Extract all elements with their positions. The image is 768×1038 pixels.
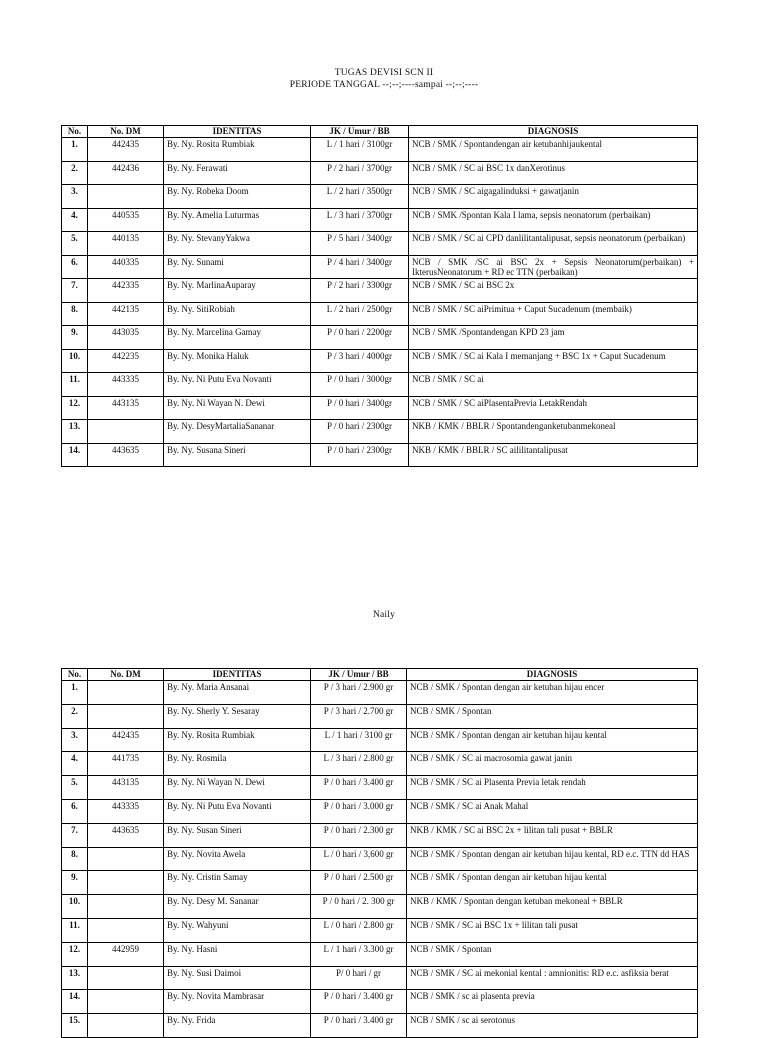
cell-no-dm: 442435 (88, 728, 164, 752)
cell-no: 13. (62, 420, 88, 444)
cell-identitas: By. Ny. Ni Putu Eva Novanti (164, 373, 311, 397)
cell-no-dm (88, 704, 164, 728)
cell-identitas: By. Ny. StevanyYakwa (164, 232, 311, 256)
cell-diagnosis: NCB / SMK / Spontan (407, 704, 698, 728)
cell-diagnosis: NKB / KMK / BBLR / SC aililitantalipusat (409, 443, 698, 467)
cell-no: 3. (62, 185, 88, 209)
cell-no-dm (88, 185, 164, 209)
cell-no: 12. (62, 396, 88, 420)
column-header-identitas: IDENTITAS (164, 126, 311, 138)
cell-identitas: By. Ny. Ni Wayan N. Dewi (164, 396, 311, 420)
cell-diagnosis: NCB / SMK / SC aiPrimitua + Caput Sucadenum (membaik) (409, 302, 698, 326)
cell-identitas: By. Ny. Cristin Samay (164, 871, 311, 895)
table-row (62, 681, 698, 705)
cell-diagnosis: NCB / SMK / SC ai CPD danlilitantalipusat, sepsis neonatorum (perbaikan) (409, 232, 698, 256)
cell-no: 10. (62, 895, 88, 919)
cell-identitas: By. Ny. Ni Wayan N. Dewi (164, 776, 311, 800)
cell-no: 1. (62, 138, 88, 162)
cell-no: 14. (62, 990, 88, 1014)
cell-no-dm: 443135 (88, 396, 164, 420)
cell-no: 9. (62, 871, 88, 895)
cell-jk-umur-bb: L / 2 hari / 2500gr (311, 302, 409, 326)
cell-jk-umur-bb: P / 3 hari / 2.900 gr (311, 681, 407, 705)
table-header-row (62, 126, 698, 138)
cell-no: 11. (62, 373, 88, 397)
cell-no: 13. (62, 966, 88, 990)
column-header-diagnosis: DIAGNOSIS (409, 126, 698, 138)
table-row (62, 302, 698, 326)
cell-no-dm: 442436 (88, 161, 164, 185)
cell-jk-umur-bb: L / 1 hari / 3100 gr (311, 728, 407, 752)
cell-no-dm: 443635 (88, 823, 164, 847)
cell-identitas: By. Ny. Frida (164, 1014, 311, 1038)
cell-identitas: By. Ny. MarlinaAuparay (164, 279, 311, 303)
cell-identitas: By. Ny. Robeka Doom (164, 185, 311, 209)
cell-jk-umur-bb: L / 3 hari / 3700gr (311, 208, 409, 232)
cell-identitas: By. Ny. Sunami (164, 255, 311, 279)
cell-no: 2. (62, 161, 88, 185)
cell-jk-umur-bb: L / 1 hari / 3.300 gr (311, 942, 407, 966)
section-label: Naily (372, 610, 396, 620)
cell-identitas: By. Ny. Amelia Luturmas (164, 208, 311, 232)
table-row (62, 895, 698, 919)
patient-table-1 (61, 125, 698, 467)
column-header-diagnosis: DIAGNOSIS (407, 669, 698, 681)
table-row (62, 728, 698, 752)
cell-diagnosis: NKB / KMK / Spontan dengan ketuban mekoneal + BBLR (407, 895, 698, 919)
cell-no-dm: 443635 (88, 443, 164, 467)
cell-diagnosis: NCB / SMK / Spontandengan air ketubanhijaukental (409, 138, 698, 162)
cell-identitas: By. Ny. DesyMartaliaSananar (164, 420, 311, 444)
table-row (62, 704, 698, 728)
table-row (62, 396, 698, 420)
column-header-no-dm: No. DM (88, 669, 164, 681)
column-header-jk-umur-bb: JK / Umur / BB (311, 669, 407, 681)
column-header-no-dm: No. DM (88, 126, 164, 138)
cell-jk-umur-bb: P / 2 hari / 3700gr (311, 161, 409, 185)
cell-identitas: By. Ny. Maria Ansanai (164, 681, 311, 705)
cell-no: 8. (62, 302, 88, 326)
cell-no: 2. (62, 704, 88, 728)
table-row (62, 776, 698, 800)
cell-identitas: By. Ny. Rosita Rumbiak (164, 728, 311, 752)
table-row (62, 349, 698, 373)
cell-diagnosis: NCB / SMK / SC ai BSC 1x + lilitan tali pusat (407, 918, 698, 942)
cell-no: 3. (62, 728, 88, 752)
cell-diagnosis: NCB / SMK / SC ai Kala I memanjang + BSC 1x + Caput Sucadenum (409, 349, 698, 373)
cell-identitas: By. Ny. Desy M. Sananar (164, 895, 311, 919)
cell-identitas: By. Ny. Hasni (164, 942, 311, 966)
cell-no-dm: 442335 (88, 279, 164, 303)
cell-diagnosis: NCB / SMK / Spontan dengan air ketuban hijau kental (407, 728, 698, 752)
cell-identitas: By. Ny. Monika Haluk (164, 349, 311, 373)
cell-diagnosis: NCB / SMK / SC aiPlasentaPrevia LetakRendah (409, 396, 698, 420)
cell-diagnosis: NCB / SMK / sc ai serotonus (407, 1014, 698, 1038)
cell-diagnosis: NCB / SMK / Spontan (407, 942, 698, 966)
cell-jk-umur-bb: P / 0 hari / 2.300 gr (311, 823, 407, 847)
cell-diagnosis: NCB / SMK /Spontandengan KPD 23 jam (409, 326, 698, 350)
cell-no: 12. (62, 942, 88, 966)
cell-jk-umur-bb: P / 4 hari / 3400gr (311, 255, 409, 279)
cell-no-dm (88, 847, 164, 871)
table-row (62, 990, 698, 1014)
cell-identitas: By. Ny. Ferawati (164, 161, 311, 185)
table-row (62, 752, 698, 776)
cell-no-dm (88, 681, 164, 705)
table-header-row (62, 669, 698, 681)
cell-identitas: By. Ny. Rosmila (164, 752, 311, 776)
cell-diagnosis: NCB / SMK / SC ai macrosomia gawat janin (407, 752, 698, 776)
cell-no-dm: 442235 (88, 349, 164, 373)
cell-identitas: By. Ny. Susi Daimoi (164, 966, 311, 990)
cell-diagnosis: NKB / KMK / BBLR / Spontandenganketubanmekoneal (409, 420, 698, 444)
cell-jk-umur-bb: P/ 0 hari / gr (311, 966, 407, 990)
cell-jk-umur-bb: P / 3 hari / 4000gr (311, 349, 409, 373)
cell-no-dm (88, 1014, 164, 1038)
cell-no: 9. (62, 326, 88, 350)
cell-no-dm (88, 990, 164, 1014)
cell-no: 7. (62, 823, 88, 847)
table-row (62, 871, 698, 895)
cell-jk-umur-bb: P / 0 hari / 2300gr (311, 420, 409, 444)
cell-no: 5. (62, 232, 88, 256)
cell-jk-umur-bb: L / 1 hari / 3100gr (311, 138, 409, 162)
cell-identitas: By. Ny. Marcelina Gamay (164, 326, 311, 350)
cell-jk-umur-bb: P / 0 hari / 3.000 gr (311, 799, 407, 823)
table-row (62, 279, 698, 303)
table-row (62, 326, 698, 350)
cell-no-dm: 443335 (88, 373, 164, 397)
cell-identitas: By. Ny. Wahyuni (164, 918, 311, 942)
cell-no-dm: 443135 (88, 776, 164, 800)
cell-jk-umur-bb: P / 0 hari / 2.500 gr (311, 871, 407, 895)
cell-no-dm: 442959 (88, 942, 164, 966)
table-row (62, 966, 698, 990)
column-header-identitas: IDENTITAS (164, 669, 311, 681)
cell-diagnosis: NCB / SMK / SC ai mekonial kental : amnionitis: RD e.c. asfiksia berat (407, 966, 698, 990)
cell-jk-umur-bb: P / 0 hari / 2. 300 gr (311, 895, 407, 919)
cell-identitas: By. Ny. Susana Sineri (164, 443, 311, 467)
table-row (62, 161, 698, 185)
cell-no-dm: 441735 (88, 752, 164, 776)
cell-no-dm: 440335 (88, 255, 164, 279)
cell-no: 1. (62, 681, 88, 705)
cell-diagnosis: NCB / SMK / SC ai Plasenta Previa letak rendah (407, 776, 698, 800)
cell-identitas: By. Ny. Sherly Y. Sesaray (164, 704, 311, 728)
cell-diagnosis: NCB / SMK / SC ai (409, 373, 698, 397)
cell-no-dm: 440135 (88, 232, 164, 256)
table-row (62, 232, 698, 256)
cell-no-dm (88, 966, 164, 990)
cell-no: 10. (62, 349, 88, 373)
cell-no: 6. (62, 255, 88, 279)
cell-no: 4. (62, 752, 88, 776)
document-title: TUGAS DEVISI SCN II (334, 68, 434, 78)
cell-diagnosis: NCB / SMK / SC ai BSC 2x (409, 279, 698, 303)
cell-jk-umur-bb: P / 0 hari / 3.400 gr (311, 1014, 407, 1038)
table-row (62, 799, 698, 823)
cell-identitas: By. Ny. Novita Mambrasar (164, 990, 311, 1014)
cell-no: 11. (62, 918, 88, 942)
table-row (62, 185, 698, 209)
cell-jk-umur-bb: P / 3 hari / 2.700 gr (311, 704, 407, 728)
cell-diagnosis: NCB / SMK / Spontan dengan air ketuban hijau kental, RD e.c. TTN dd HAS (407, 847, 698, 871)
cell-no: 15. (62, 1014, 88, 1038)
cell-no: 6. (62, 799, 88, 823)
cell-identitas: By. Ny. Susan Sineri (164, 823, 311, 847)
cell-no-dm (88, 895, 164, 919)
column-header-jk-umur-bb: JK / Umur / BB (311, 126, 409, 138)
table-row (62, 918, 698, 942)
cell-no-dm: 440535 (88, 208, 164, 232)
column-header-no: No. (62, 669, 88, 681)
cell-diagnosis: NCB / SMK / sc ai plasenta previa (407, 990, 698, 1014)
cell-no-dm (88, 918, 164, 942)
cell-no-dm: 442435 (88, 138, 164, 162)
cell-diagnosis: NCB / SMK / SC ai Anak Mahal (407, 799, 698, 823)
cell-diagnosis: NCB / SMK /SC ai BSC 2x + Sepsis Neonatorum(perbaikan) + IkterusNeonatorum + RD ec TTN (perbaikan) (409, 255, 698, 279)
cell-no-dm: 443335 (88, 799, 164, 823)
cell-jk-umur-bb: L / 2 hari / 3500gr (311, 185, 409, 209)
cell-jk-umur-bb: L / 0 hari / 2.800 gr (311, 918, 407, 942)
cell-no: 7. (62, 279, 88, 303)
cell-no-dm (88, 871, 164, 895)
table-row (62, 138, 698, 162)
cell-jk-umur-bb: P / 5 hari / 3400gr (311, 232, 409, 256)
table-row (62, 443, 698, 467)
cell-no-dm (88, 420, 164, 444)
column-header-no: No. (62, 126, 88, 138)
cell-identitas: By. Ny. Novita Awela (164, 847, 311, 871)
table-row (62, 208, 698, 232)
cell-jk-umur-bb: P / 0 hari / 3400gr (311, 396, 409, 420)
cell-jk-umur-bb: P / 0 hari / 3.400 gr (311, 990, 407, 1014)
cell-no: 14. (62, 443, 88, 467)
cell-no: 8. (62, 847, 88, 871)
cell-no: 4. (62, 208, 88, 232)
cell-no-dm: 443035 (88, 326, 164, 350)
cell-no-dm: 442135 (88, 302, 164, 326)
period-line: PERIODE TANGGAL --;--;----sampai --;--;---- (289, 80, 479, 90)
table-row (62, 1014, 698, 1038)
table-row (62, 373, 698, 397)
table-row (62, 420, 698, 444)
cell-jk-umur-bb: L / 0 hari / 3,600 gr (311, 847, 407, 871)
cell-jk-umur-bb: P / 0 hari / 3.400 gr (311, 776, 407, 800)
table-row (62, 942, 698, 966)
cell-identitas: By. Ny. Rosita Rumbiak (164, 138, 311, 162)
cell-diagnosis: NCB / SMK /Spontan Kala I lama, sepsis neonatorum (perbaikan) (409, 208, 698, 232)
patient-table-2 (61, 668, 698, 1038)
cell-jk-umur-bb: P / 0 hari / 2200gr (311, 326, 409, 350)
cell-identitas: By. Ny. SitiRobiah (164, 302, 311, 326)
table-row (62, 255, 698, 279)
table-row (62, 847, 698, 871)
cell-jk-umur-bb: P / 2 hari / 3300gr (311, 279, 409, 303)
cell-jk-umur-bb: P / 0 hari / 3000gr (311, 373, 409, 397)
cell-jk-umur-bb: L / 3 hari / 2.800 gr (311, 752, 407, 776)
cell-diagnosis: NCB / SMK / SC ai BSC 1x danXerotinus (409, 161, 698, 185)
cell-no: 5. (62, 776, 88, 800)
cell-jk-umur-bb: P / 0 hari / 2300gr (311, 443, 409, 467)
cell-identitas: By. Ny. Ni Putu Eva Novanti (164, 799, 311, 823)
cell-diagnosis: NCB / SMK / Spontan dengan air ketuban hijau kental (407, 871, 698, 895)
cell-diagnosis: NCB / SMK / SC aigagalinduksi + gawatjanin (409, 185, 698, 209)
table-row (62, 823, 698, 847)
cell-diagnosis: NCB / SMK / Spontan dengan air ketuban hijau encer (407, 681, 698, 705)
cell-diagnosis: NKB / KMK / SC ai BSC 2x + lilitan tali pusat + BBLR (407, 823, 698, 847)
